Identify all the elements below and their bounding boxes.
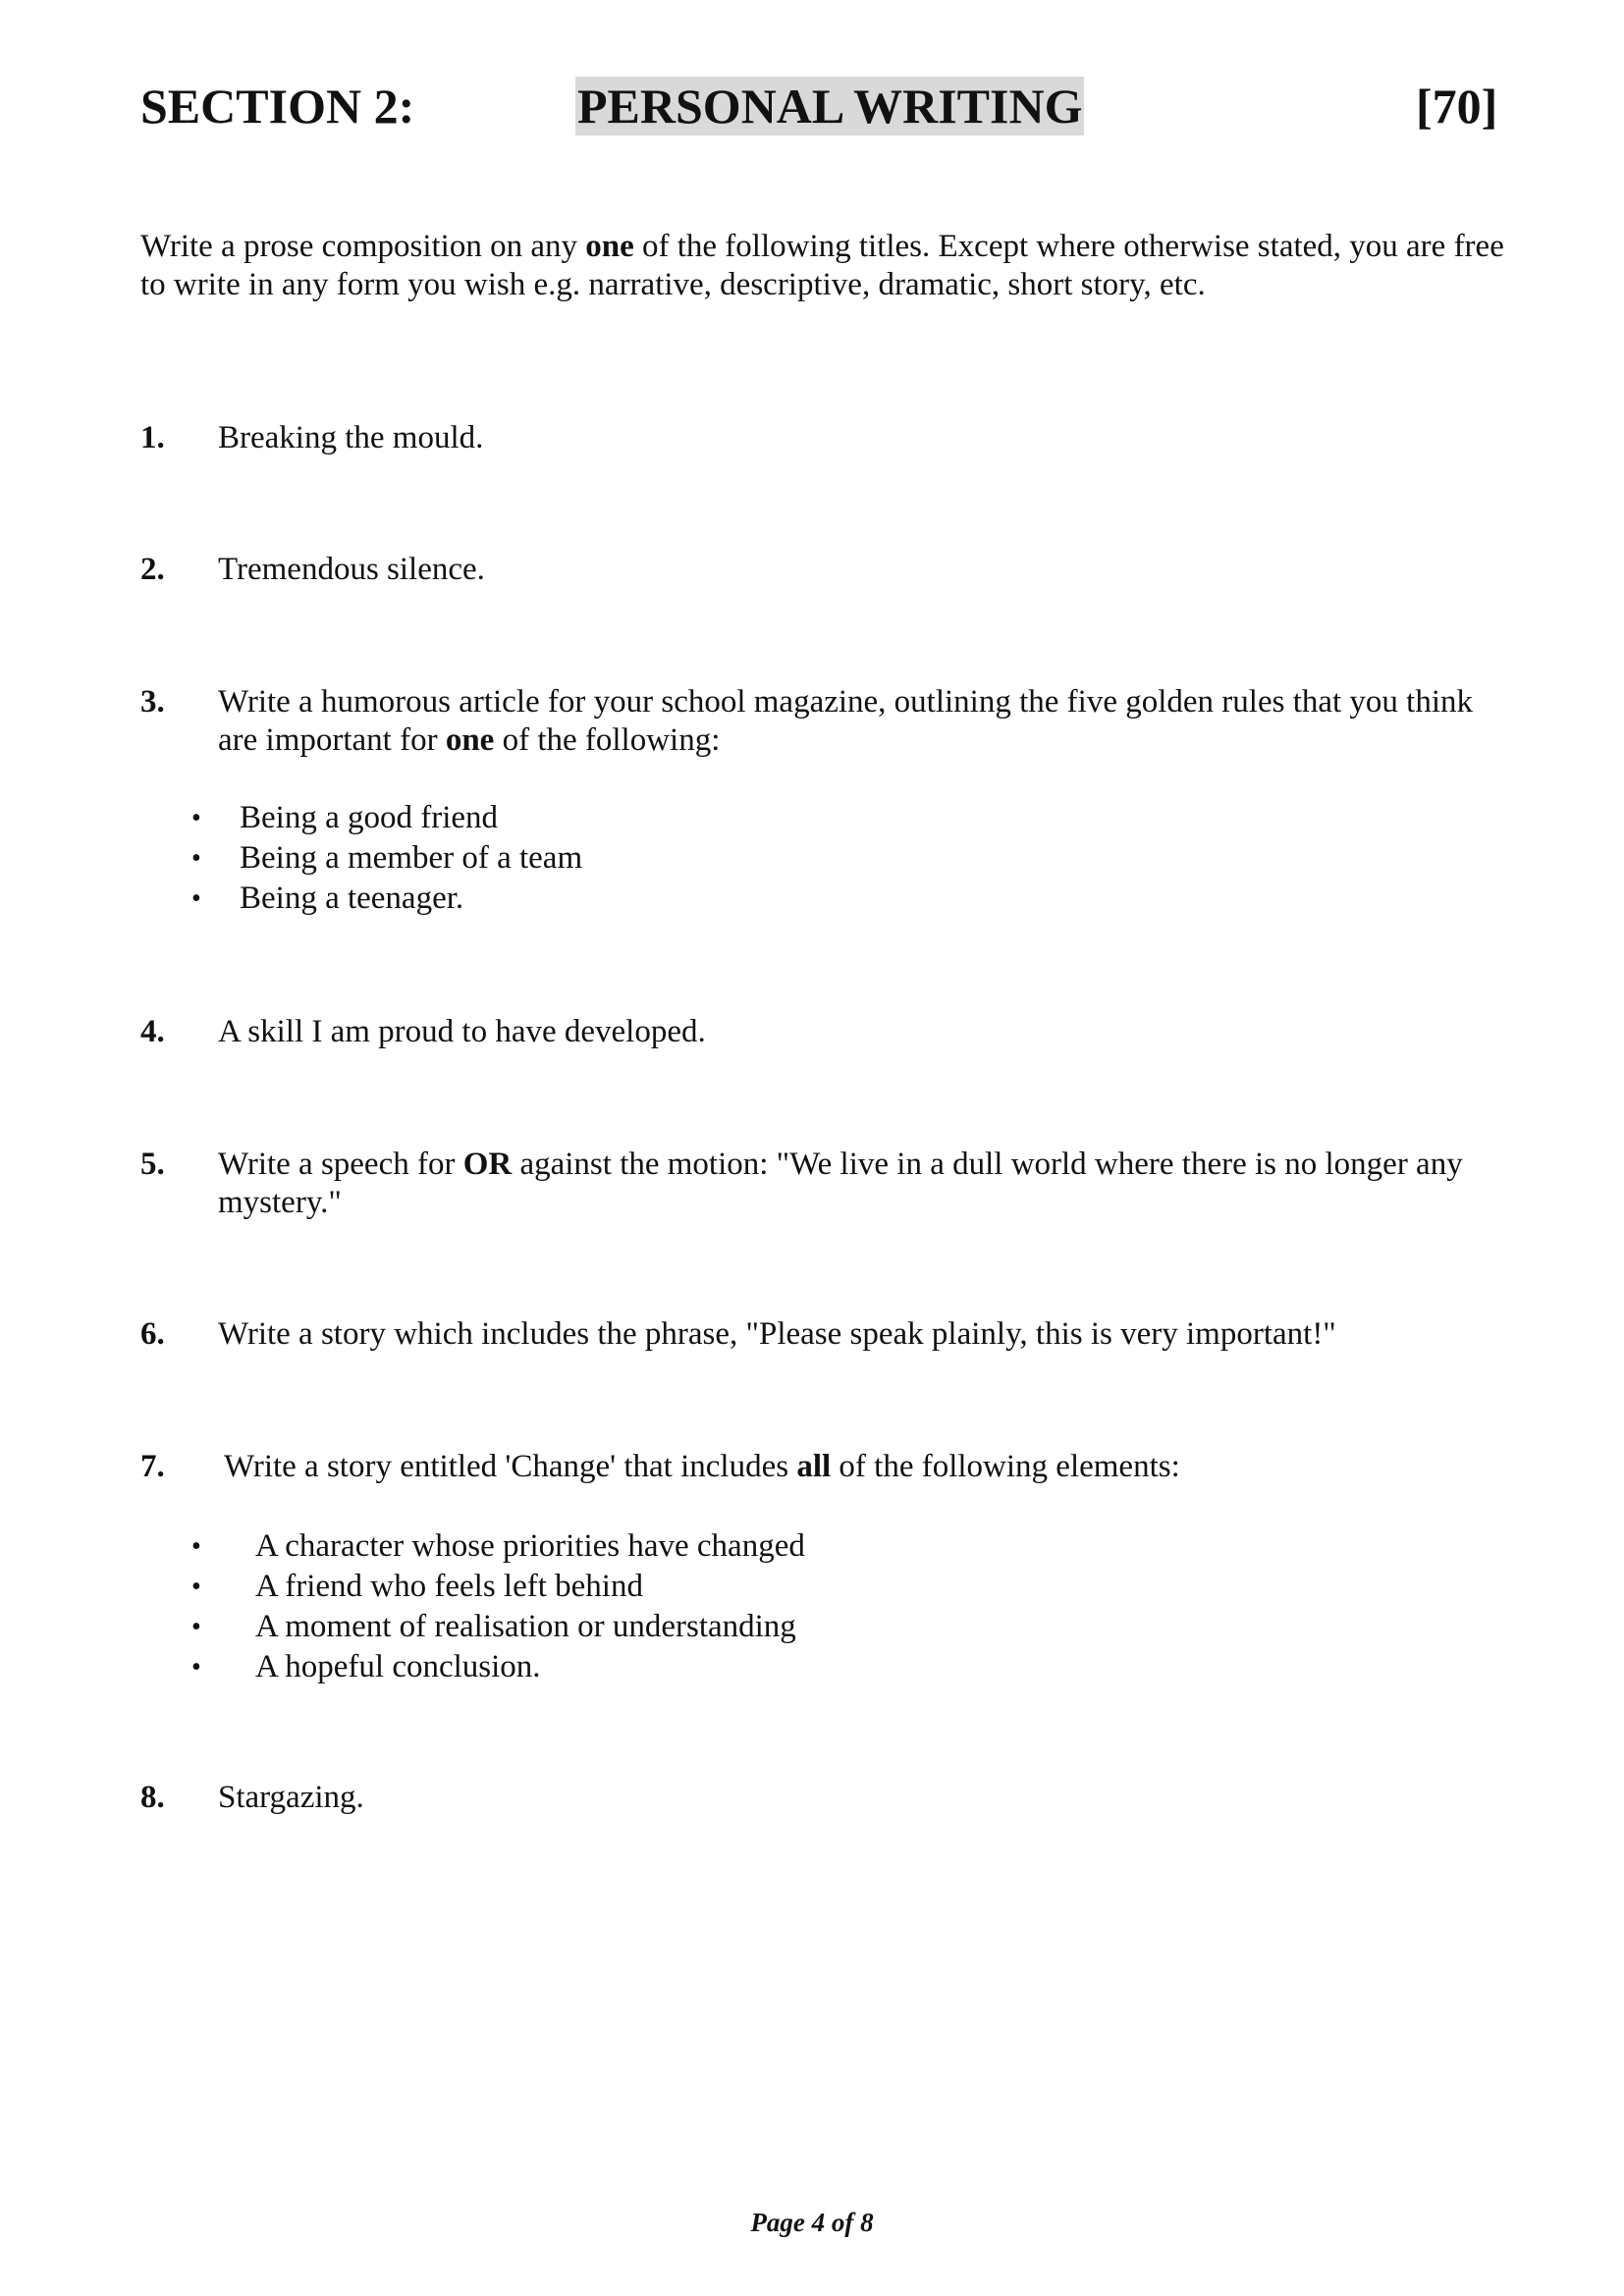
question-3-bold: one bbox=[445, 722, 495, 758]
question-7-number: 7. bbox=[140, 1449, 165, 1484]
bullet-text: A moment of realisation or understanding bbox=[255, 1609, 796, 1644]
question-5-text-before: Write a speech for bbox=[218, 1147, 463, 1182]
question-3-bullet-list bbox=[187, 798, 582, 919]
bullet-icon: • bbox=[191, 1652, 201, 1682]
question-2-number: 2. bbox=[140, 552, 165, 587]
section-title: PERSONAL WRITING bbox=[577, 79, 1083, 133]
question-1-number: 1. bbox=[140, 420, 165, 455]
bullet-icon: • bbox=[191, 843, 201, 874]
question-7-bold: all bbox=[796, 1449, 832, 1484]
bullet-icon: • bbox=[191, 803, 201, 833]
bullet-icon: • bbox=[191, 1572, 201, 1602]
list-item bbox=[187, 879, 582, 919]
question-5-text bbox=[218, 1146, 1514, 1222]
bullet-text: Being a good friend bbox=[240, 800, 499, 835]
question-2-text: Tremendous silence. bbox=[218, 552, 485, 587]
question-3-text-after: of the following: bbox=[494, 722, 721, 758]
question-7-text-after: of the following elements: bbox=[831, 1449, 1180, 1484]
question-3-number: 3. bbox=[140, 684, 165, 720]
bullet-text: A character whose priorities have changed bbox=[255, 1528, 805, 1564]
bullet-icon: • bbox=[191, 883, 201, 914]
bullet-text: A friend who feels left behind bbox=[255, 1569, 643, 1604]
question-7-text-before: Write a story entitled 'Change' that includes bbox=[224, 1449, 797, 1484]
question-7-text bbox=[224, 1448, 1520, 1486]
list-item bbox=[187, 1567, 805, 1607]
question-5-number: 5. bbox=[140, 1147, 165, 1182]
question-8-text: Stargazing. bbox=[218, 1780, 364, 1815]
bullet-icon: • bbox=[191, 1612, 201, 1642]
list-item bbox=[187, 838, 582, 879]
bullet-text: Being a teenager. bbox=[240, 881, 464, 916]
question-4-text: A skill I am proud to have developed. bbox=[218, 1014, 706, 1049]
list-item bbox=[187, 798, 582, 838]
list-item bbox=[187, 1526, 805, 1567]
instructions-text-1: Write a prose composition on any bbox=[140, 229, 586, 264]
instructions-bold: one bbox=[585, 229, 634, 264]
list-item bbox=[187, 1607, 805, 1647]
bullet-text: A hopeful conclusion. bbox=[255, 1649, 541, 1684]
question-4-number: 4. bbox=[140, 1014, 165, 1049]
instructions-text-2: of the following titles. Except where otherwise stated, you are free to write in any form you wish e.g. narrative, descriptive, dramatic, short story, etc. bbox=[140, 229, 1504, 302]
bullet-icon: • bbox=[191, 1531, 201, 1562]
question-3-text bbox=[218, 683, 1514, 760]
list-item bbox=[187, 1647, 805, 1687]
question-8-number: 8. bbox=[140, 1780, 165, 1815]
section-label: SECTION 2: bbox=[140, 79, 415, 133]
question-7-bullet-list bbox=[187, 1526, 805, 1687]
question-5-text-after: against the motion: "We live in a dull world where there is no longer any mystery." bbox=[218, 1147, 1463, 1220]
question-3-text-before: Write a humorous article for your school magazine, outlining the five golden rules that you think are important for bbox=[218, 684, 1474, 758]
question-6-number: 6. bbox=[140, 1316, 165, 1352]
question-1-text: Breaking the mould. bbox=[218, 420, 484, 455]
bullet-text: Being a member of a team bbox=[240, 840, 583, 876]
question-5-bold: OR bbox=[462, 1147, 513, 1182]
question-6-text: Write a story which includes the phrase, "Please speak plainly, this is very important!" bbox=[218, 1316, 1336, 1352]
section-marks: [70] bbox=[1416, 79, 1498, 133]
page-number: Page 4 of 8 bbox=[750, 2208, 874, 2237]
instructions-paragraph bbox=[140, 228, 1505, 304]
